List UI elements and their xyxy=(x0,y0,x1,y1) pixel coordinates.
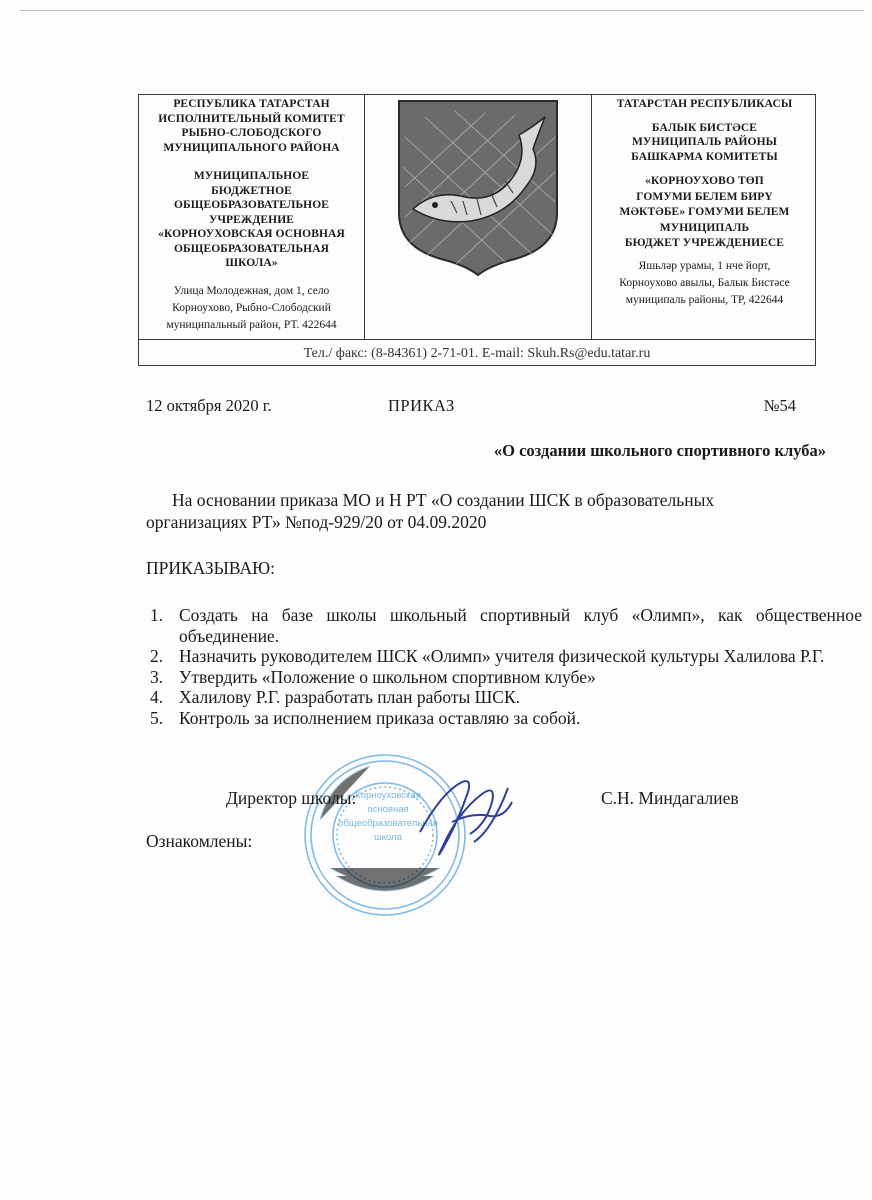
list-item: 5. Контроль за исполнением приказа оставляю за собой. xyxy=(150,707,581,728)
list-item: 4. Халилову Р.Г. разработать план работы ШСК. xyxy=(150,687,520,707)
order-subject: «О создании школьного спортивного клуба» xyxy=(493,441,826,460)
scan-edge-line xyxy=(20,10,864,11)
lh-left-line: БЮДЖЕТНОЕ xyxy=(211,184,292,197)
acknowledged-label: Ознакомлены: xyxy=(146,831,253,851)
lh-left-address: Улица Молодежная, дом 1, село xyxy=(173,284,330,297)
lh-right-line: «КОРНОУХОВО ТӨП xyxy=(645,175,764,187)
lh-left-line: ШКОЛА» xyxy=(225,257,278,269)
list-item: 3. Утвердить «Положение о школьном спортивном клубе» xyxy=(150,666,596,687)
order-number: №54 xyxy=(763,396,796,415)
lh-right-line: ТАТАРСТАН РЕСПУБЛИКАСЫ xyxy=(616,98,793,110)
signature-line xyxy=(146,788,796,812)
stamp-line: Корноуховская xyxy=(355,790,421,801)
lh-right-line: ГОМУМИ БЕЛЕМ БИРҮ xyxy=(636,190,773,203)
order-command: ПРИКАЗЫВАЮ: xyxy=(146,558,275,578)
order-items-list xyxy=(146,605,862,728)
stamp-line: школа xyxy=(374,832,402,843)
order-header xyxy=(146,396,796,420)
lh-right-line: БЮДЖЕТ УЧРЕЖДЕНИЕСЕ xyxy=(624,237,785,249)
order-basis xyxy=(146,489,836,533)
signature-icon xyxy=(412,772,522,862)
letterhead xyxy=(138,94,816,366)
letterhead-right-column xyxy=(591,95,817,339)
list-item: 2. Назначить руководителем ШСК «Олимп» учителя физической культуры Халилова Р.Г. xyxy=(150,646,825,666)
signer-role: Директор школы: xyxy=(226,788,357,808)
lh-left-address: муниципальный район, РТ. 422644 xyxy=(166,318,337,331)
lh-right-line: БАШКАРМА КОМИТЕТЫ xyxy=(631,150,778,163)
lh-right-line: МӘКТӘБЕ» ГОМУМИ БЕЛЕМ xyxy=(619,206,790,218)
lh-left-line: «КОРНОУХОВСКАЯ ОСНОВНАЯ xyxy=(158,228,345,240)
basis-line: На основании приказа МО и Н РТ «О создании ШСК в образовательных xyxy=(172,490,715,510)
lh-left-line: ОБЩЕОБРАЗОВАТЕЛЬНАЯ xyxy=(173,242,330,255)
lh-left-line: МУНИЦИПАЛЬНОГО РАЙОНА xyxy=(163,141,340,154)
lh-left-line: ОБЩЕОБРАЗОВАТЕЛЬНОЕ xyxy=(173,199,330,211)
lh-right-line: БАЛЫК БИСТӘСЕ xyxy=(651,121,758,134)
basis-line: организациях РТ» №под-929/20 от 04.09.2020 xyxy=(146,512,487,532)
order-title: ПРИКАЗ xyxy=(388,396,455,415)
stamp-line: основная xyxy=(367,804,409,815)
lh-left-line: МУНИЦИПАЛЬНОЕ xyxy=(193,170,310,182)
signer-name: С.Н. Миндагалиев xyxy=(601,788,739,808)
list-item: 1. Создать на базе школы школьный спортивный клуб «Олимп», как общественное объединение. xyxy=(150,605,862,646)
lh-right-address: муниципаль районы, ТР, 422644 xyxy=(625,293,784,306)
lh-left-line: УЧРЕЖДЕНИЕ xyxy=(208,213,295,226)
letterhead-top xyxy=(139,95,815,339)
lh-right-line: МУНИЦИПАЛЬ РАЙОНЫ xyxy=(631,136,778,148)
lh-right-address: Корноухово авылы, Балык Бистәсе xyxy=(619,276,790,289)
letterhead-emblem-column xyxy=(365,95,591,339)
lh-left-line: РЕСПУБЛИКА ТАТАРСТАН xyxy=(173,98,330,110)
lh-left-line: РЫБНО-СЛОБОДСКОГО xyxy=(181,127,322,139)
order-date: 12 октября 2020 г. xyxy=(146,396,272,415)
stamp-line: общеобразовательная xyxy=(338,818,438,829)
lh-right-line: МУНИЦИПАЛЬ xyxy=(659,221,750,234)
lh-left-line: ИСПОЛНИТЕЛЬНЫЙ КОМИТЕТ xyxy=(158,112,345,125)
lh-right-address: Яшьләр урамы, 1 нче йорт, xyxy=(638,259,771,272)
lh-left-address: Корноухово, Рыбно-Слободский xyxy=(172,301,331,314)
letterhead-contacts: Тел./ факс: (8-84361) 2-71-01. E-mail: Skuh.Rs@edu.tatar.ru xyxy=(139,339,815,367)
letterhead-left-column xyxy=(139,95,365,339)
coat-of-arms-icon xyxy=(395,97,561,277)
